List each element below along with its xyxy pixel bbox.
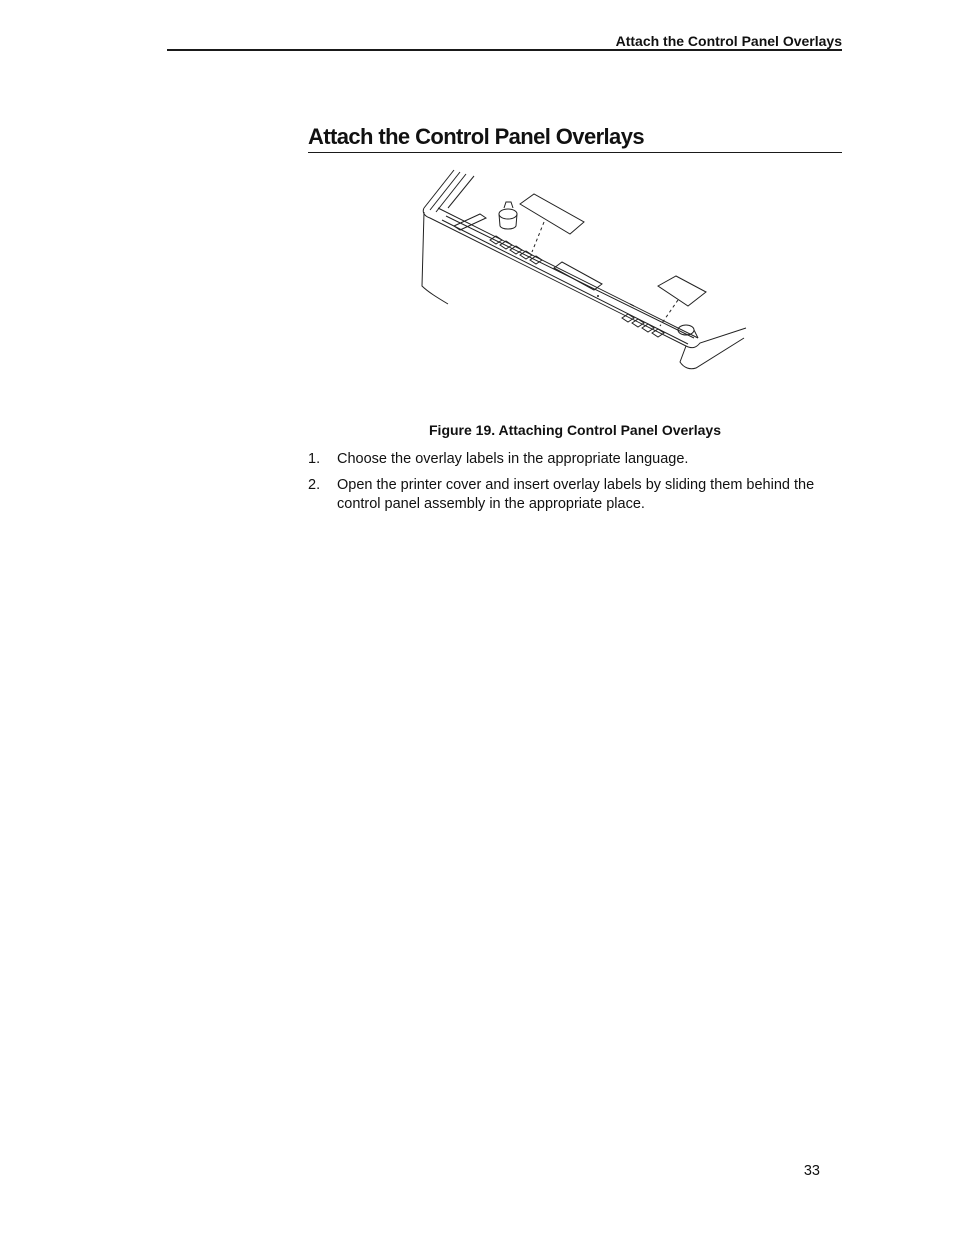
control-panel-illustration (418, 168, 748, 378)
running-header-title: Attach the Control Panel Overlays (615, 33, 842, 49)
step-text: Choose the overlay labels in the appropriate language. (337, 451, 689, 467)
step-number: 1. (308, 451, 321, 467)
instruction-list (308, 450, 842, 521)
running-header (167, 32, 842, 51)
figure-caption: Figure 19. Attaching Control Panel Overlays (429, 422, 721, 438)
section-title: Attach the Control Panel Overlays (308, 124, 842, 153)
page-number: 33 (803, 1163, 820, 1179)
step-number: 2. (308, 477, 321, 493)
list-item (308, 476, 842, 514)
step-text: Open the printer cover and insert overlay labels by sliding them behind the control panel assembly in the appropriate place. (337, 477, 815, 512)
list-item (308, 450, 842, 469)
